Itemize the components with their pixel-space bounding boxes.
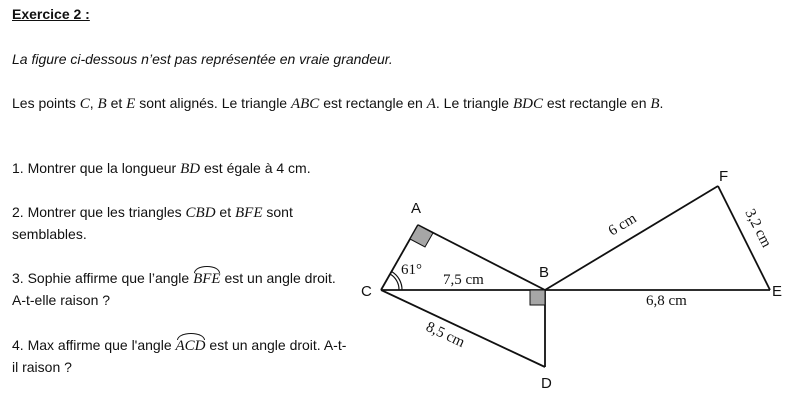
angle-acd: ACD xyxy=(176,336,206,357)
question-1: 1. Montrer que la longueur BD est égale à 4 cm. xyxy=(12,160,311,177)
length-cd: 8,5 cm xyxy=(423,319,468,351)
question-4: 4. Max affirme que l'angle ACD est un angle droit. A-t-il raison ? xyxy=(12,337,347,375)
length-fe: 3,2 cm xyxy=(741,206,775,251)
point-a-label: A xyxy=(411,200,422,217)
intro-note: La figure ci-dessous n’est pas représentée en vraie grandeur. xyxy=(12,51,393,67)
length-cb: 7,5 cm xyxy=(443,272,484,288)
point-e-label: E xyxy=(772,283,783,300)
exercise-title: Exercice 2 : xyxy=(12,6,90,22)
length-be: 6,8 cm xyxy=(646,293,687,309)
point-d-label: D xyxy=(541,375,552,392)
segment-bf xyxy=(545,186,718,290)
angle-c-measure: 61° xyxy=(401,262,422,278)
point-f-label: F xyxy=(719,168,729,185)
right-angle-mark-a xyxy=(410,225,433,247)
question-3: 3. Sophie affirme que l’angle BFE est un angle droit. A-t-elle raison ? xyxy=(12,270,336,308)
question-2: 2. Montrer que les triangles CBD et BFE sont semblables. xyxy=(12,204,293,242)
problem-statement: Les points C, B et E sont alignés. Le triangle ABC est rectangle en A. Le triangle BDC est rectangle en B. xyxy=(12,95,664,112)
point-c-label: C xyxy=(361,283,372,300)
segment-cd xyxy=(381,290,545,367)
right-angle-mark-b xyxy=(530,290,545,305)
length-bf: 6 cm xyxy=(605,210,640,240)
angle-bfe: BFE xyxy=(193,269,221,290)
point-b-label: B xyxy=(539,264,550,281)
